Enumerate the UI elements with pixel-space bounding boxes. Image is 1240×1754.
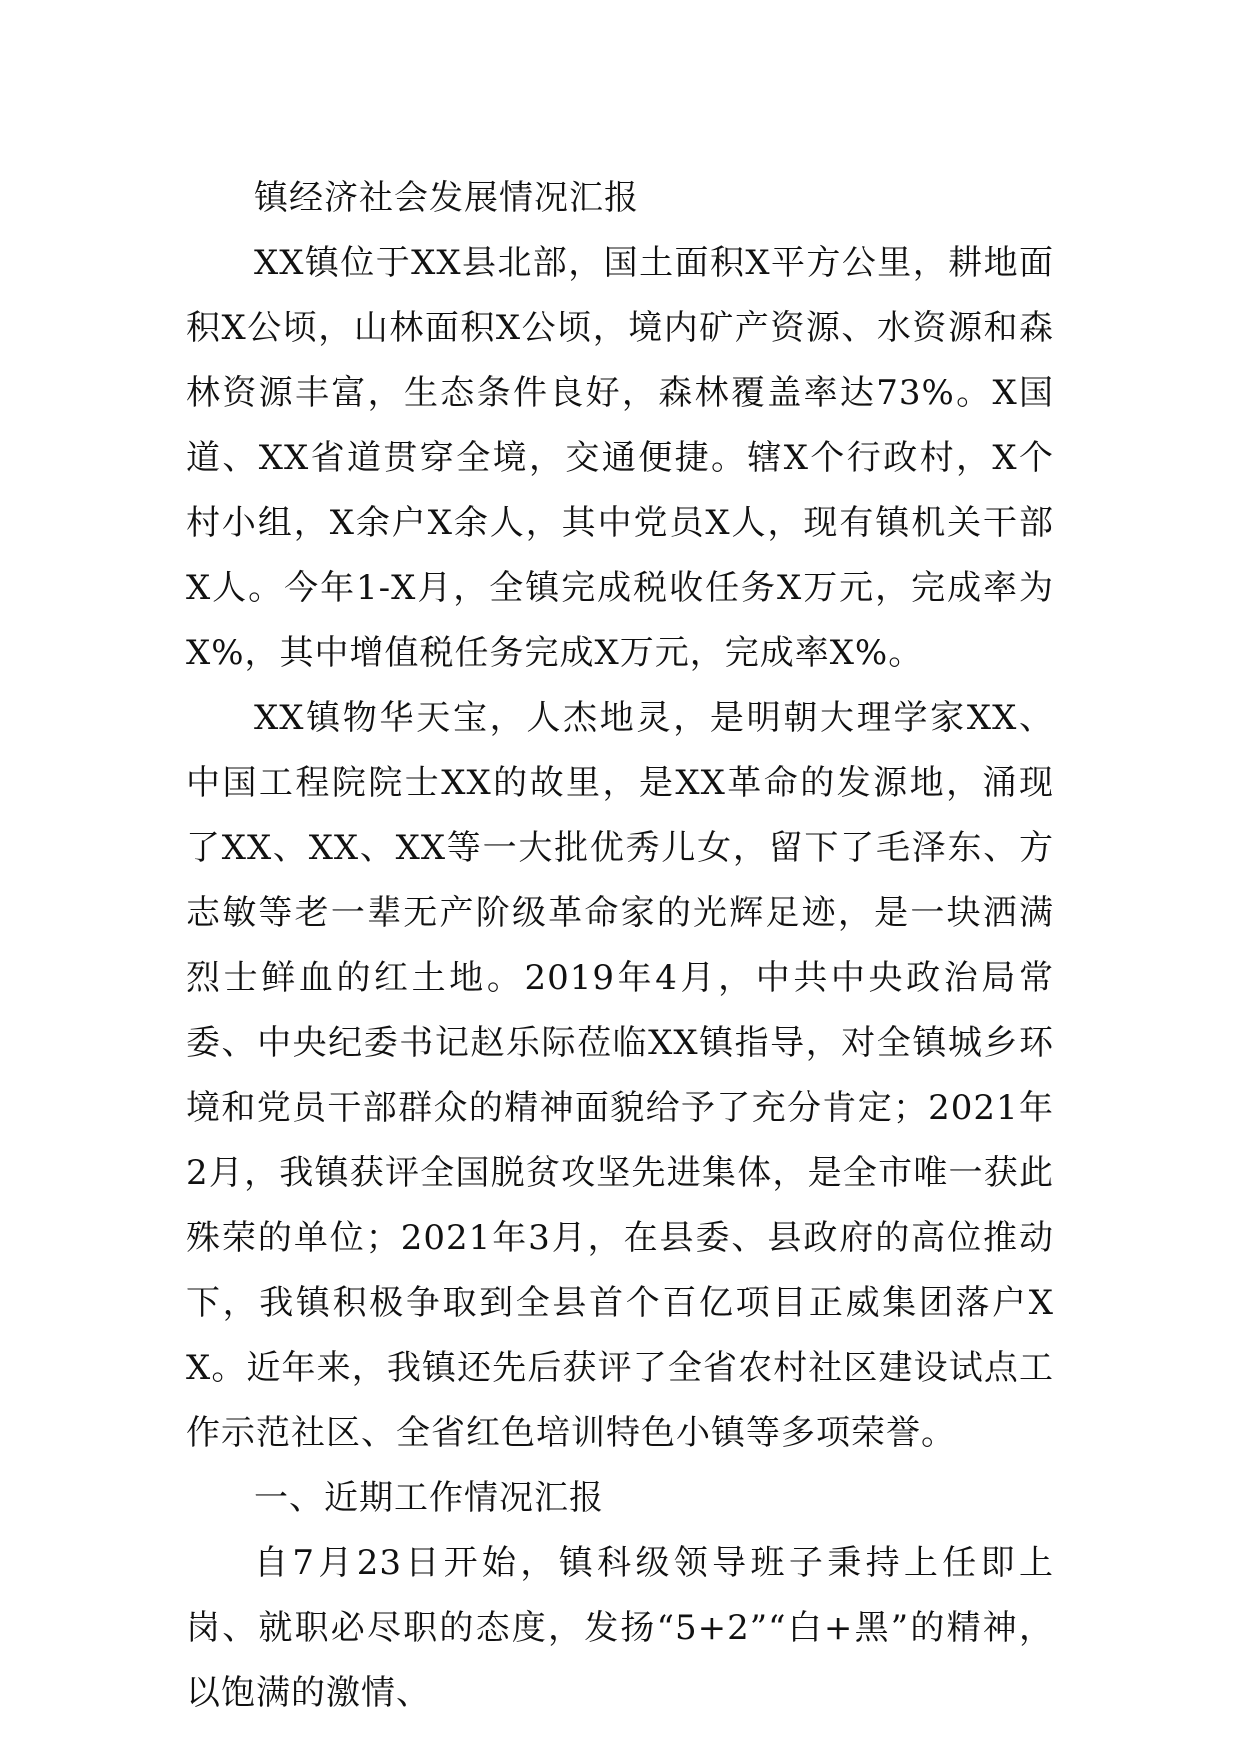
document-body bbox=[186, 166, 1054, 1726]
paragraph-overview: XX镇位于XX县北部，国土面积X平方公里，耕地面积X公顷，山林面积X公顷，境内矿产资源、水资源和森林资源丰富，生态条件良好，森林覆盖率达73%。X国道、XX省道贯穿全境，交通便捷。辖X个行政村，X个村小组，X余户X余人，其中党员X人，现有镇机关干部X人。今年1-X月，全镇完成税收任务X万元，完成率为X%，其中增值税任务完成X万元，完成率X%。 bbox=[186, 243, 1054, 673]
paragraph-history: XX镇物华天宝，人杰地灵，是明朝大理学家XX、中国工程院院士XX的故里，是XX革命的发源地，涌现了XX、XX、XX等一大批优秀儿女，留下了毛泽东、方志敏等老一辈无产阶级革命家的光辉足迹，是一块洒满烈士鲜血的红土地。2019年4月，中共中央政治局常委、中央纪委书记赵乐际莅临XX镇指导，对全镇城乡环境和党员干部群众的精神面貌给予了充分肯定；2021年2月，我镇获评全国脱贫攻坚先进集体，是全市唯一获此殊荣的单位；2021年3月，在县委、县政府的高位推动下，我镇积极争取到全县首个百亿项目正威集团落户XX。近年来，我镇还先后获评了全省农村社区建设试点工作示范社区、全省红色培训特色小镇等多项荣誉。 bbox=[186, 698, 1054, 1453]
document-title: 镇经济社会发展情况汇报 bbox=[254, 178, 639, 218]
section-paragraph: 自7月23日开始，镇科级领导班子秉持上任即上岗、就职必尽职的态度，发扬“5+2”“白+黑”的精神，以饱满的激情、 bbox=[186, 1543, 1054, 1713]
section-heading: 一、近期工作情况汇报 bbox=[254, 1478, 604, 1518]
